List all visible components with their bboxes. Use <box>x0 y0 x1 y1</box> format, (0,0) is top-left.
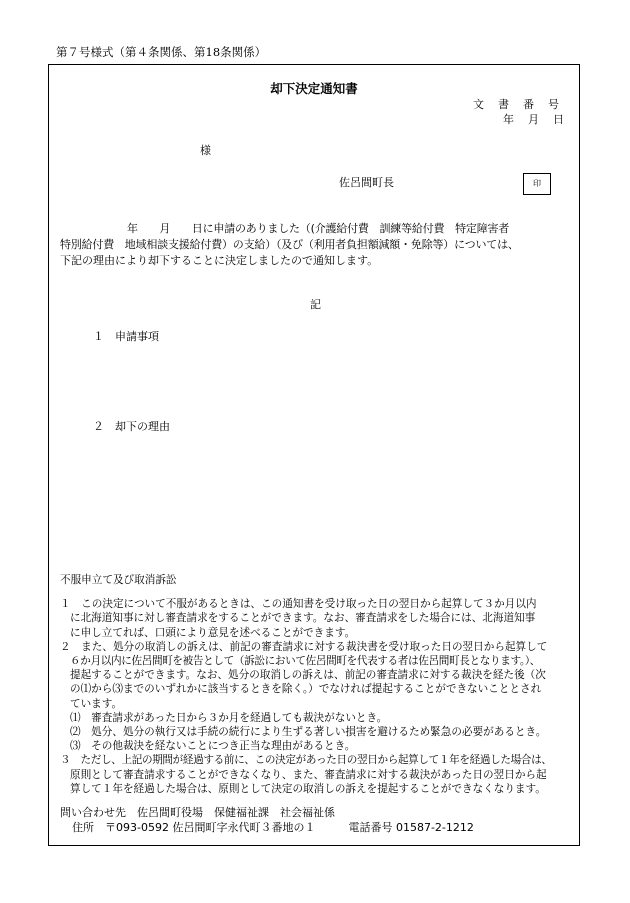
appeal-line: ３ ただし、上記の期間が経過する前に、この決定があった日の翌日から起算して１年を経過した場合は、 <box>60 754 552 767</box>
item-2-reason: ２ 却下の理由 <box>93 420 170 433</box>
appeal-line: 提起することができます。なお、処分の取消しの訴えは、前記の審査請求に対する裁決を経た後（次 <box>70 669 546 682</box>
appeal-line: 原則として審査請求することができなくなり、また、審査請求に対する裁決があった日の翌日から起 <box>70 768 547 781</box>
form-number: 第７号様式（第４条関係、第18条関係） <box>56 45 267 59</box>
notice-frame <box>48 64 580 846</box>
contact-address-phone: 住所 〒093-0592 佐呂間町字永代町３番地の１ 電話番号 01587-2-1212 <box>72 821 474 834</box>
body-line-3: 下記の理由により却下することに決定しましたので通知します。 <box>60 254 379 267</box>
item-1-application: １ 申請事項 <box>93 330 159 343</box>
document-date-label: 年月日 <box>503 113 578 126</box>
appeal-line: に申し立てれば、口頭により意見を述べることができます。 <box>70 626 356 639</box>
appeal-section <box>60 573 578 796</box>
appeal-line: ２ また、処分の取消しの訴えは、前記の審査請求に対する裁決書を受け取った日の翌日から起算して <box>60 640 548 653</box>
contact-office: 問い合わせ先 佐呂間町役場 保健福祉課 社会福祉係 <box>60 806 335 819</box>
contact-info <box>60 805 474 835</box>
appeal-line: ⑵ 処分、処分の執行又は手続の続行により生ずる著しい損害を避けるため緊急の必要があるとき。 <box>70 726 547 739</box>
issuer-name: 佐呂間町長 <box>339 176 394 189</box>
addressee-suffix: 様 <box>200 144 211 157</box>
appeal-heading: 不服申立て及び取消訴訟 <box>60 574 177 586</box>
appeal-line: 算して１年を経過した場合は、原則として決定の取消しの訴えを提起することができなくなります。 <box>70 782 546 795</box>
appeal-line: ⑴ 審査請求があった日から３か月を経過しても裁決がないとき。 <box>70 711 388 724</box>
appeal-line: に北海道知事に対し審査請求をすることができます。なお、審査請求をした場合には、北海道知事 <box>70 612 536 625</box>
appeal-line: の⑴から⑶までのいずれかに該当するときを除く。）でなければ提起することができないこととされ <box>70 683 542 696</box>
document-title: 却下決定通知書 <box>270 81 358 96</box>
appeal-line: ています。 <box>70 697 123 710</box>
ki-heading: 記 <box>310 298 321 311</box>
body-line-2: 特別給付費 地域相談支援給付費）の支給）（及び（利用者負担額減額・免除等）については、 <box>60 238 519 251</box>
appeal-line: １ この決定について不服があるときは、この通知書を受け取った日の翌日から起算して３か月以内 <box>60 598 537 611</box>
appeal-line: ６か月以内に佐呂間町を被告として（訴訟において佐呂間町を代表する者は佐呂間町長となります。）、 <box>70 655 541 668</box>
document-number-label: 文書番号 <box>473 98 573 111</box>
seal-box: 印 <box>523 173 551 195</box>
body-line-1: 年 月 日に申請のありました（(介護給付費 訓練等給付費 特定障害者 <box>127 222 510 235</box>
appeal-line: ⑶ その他裁決を経ないことにつき正当な理由があるとき。 <box>70 740 356 753</box>
